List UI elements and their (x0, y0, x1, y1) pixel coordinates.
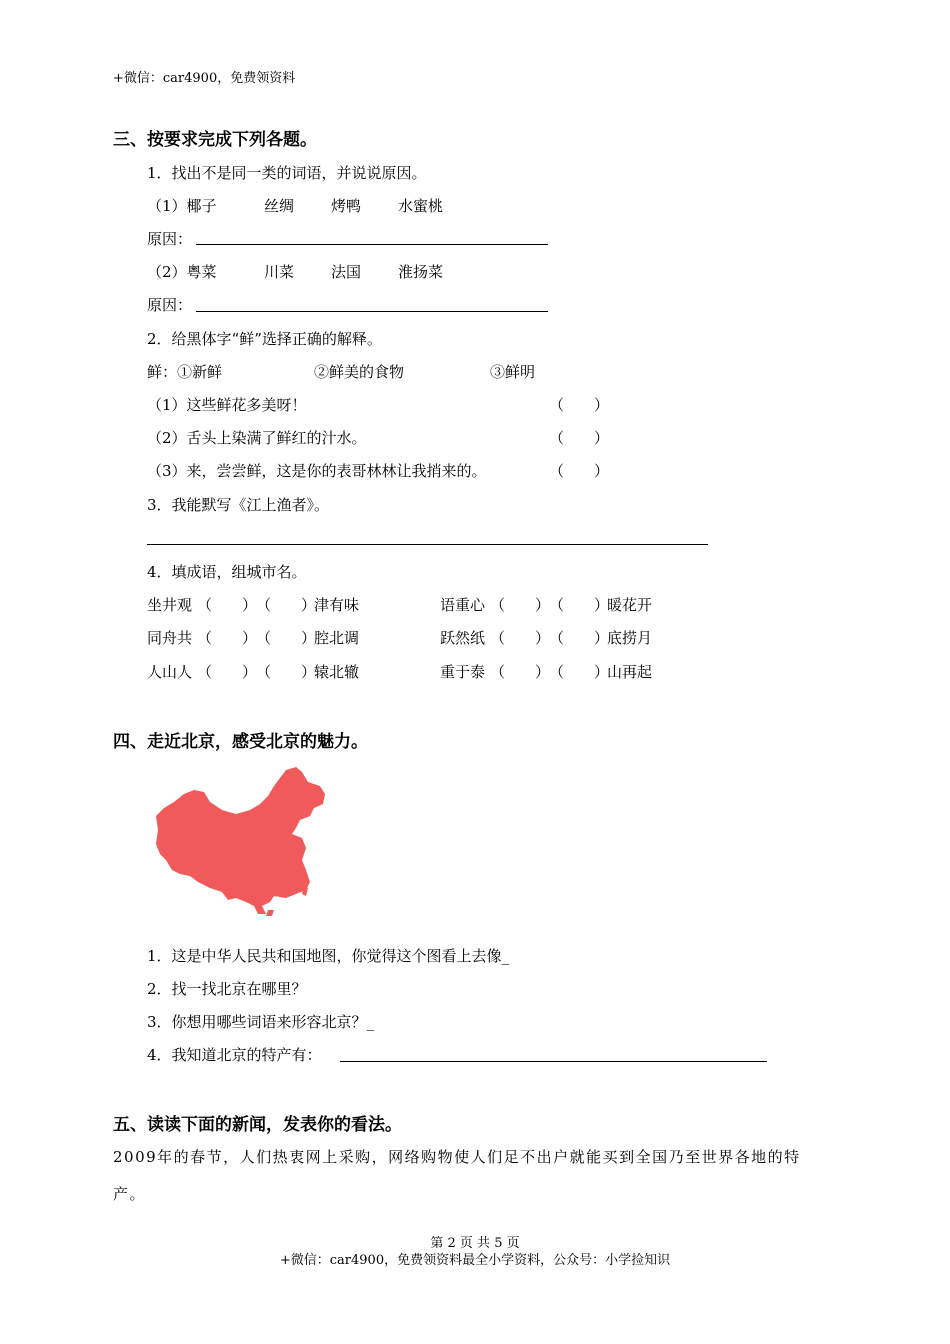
q1-title: 1．找出不是同一类的词语，并说说原因。 (147, 164, 427, 182)
q1-group2-word3: 法国 (331, 263, 362, 281)
q1-group2-word4: 淮扬菜 (398, 263, 444, 281)
q1-group2-label: （2）粤菜 (147, 263, 217, 281)
section4-q4: 4．我知道北京的特产有： (147, 1046, 322, 1064)
q4-title: 4．填成语，组城市名。 (147, 563, 307, 581)
q1-group1-word4: 水蜜桃 (398, 197, 444, 215)
q4-row1-right-prefix: 语重心 (440, 596, 486, 614)
q4-row3-right-prefix: 重于泰 (440, 663, 486, 681)
q1-group1-word2: 丝绸 (264, 197, 295, 215)
q4-row2-blank1[interactable]: （ ） (197, 629, 258, 647)
q1-reason1-label: 原因： (147, 230, 193, 248)
q4-row1-left-suffix: 津有味 (314, 596, 360, 614)
q1-group2-word2: 川菜 (264, 263, 295, 281)
q1-reason2-line[interactable] (196, 311, 548, 312)
q4-row2-blank2[interactable]: （ ） (256, 629, 317, 647)
section4-q4-answer-line[interactable] (340, 1061, 767, 1062)
q2-answer2-blank[interactable]: （ ） (549, 429, 610, 447)
q3-title: 3．我能默写《江上渔者》。 (147, 496, 330, 514)
q4-row3-left-prefix: 人山人 (147, 663, 193, 681)
section5-paragraph-line2: 产。 (113, 1185, 147, 1203)
q4-row2-blank4[interactable]: （ ） (549, 629, 610, 647)
q2-option3: ③鲜明 (490, 363, 536, 381)
q4-row3-blank2[interactable]: （ ） (256, 663, 317, 681)
q4-row1-left-prefix: 坐井观 (147, 596, 193, 614)
q4-row2-left-prefix: 同舟共 (147, 629, 193, 647)
q4-row3-blank3[interactable]: （ ） (490, 663, 551, 681)
q4-row3-left-suffix: 辕北辙 (314, 663, 360, 681)
q2-title: 2．给黑体字“鲜”选择正确的解释。 (147, 330, 382, 348)
q2-sentence3: （3）来，尝尝鲜，这是你的表哥林林让我捎来的。 (147, 462, 487, 480)
q4-row3-blank4[interactable]: （ ） (549, 663, 610, 681)
q4-row3-right-suffix: 山再起 (607, 663, 653, 681)
q2-sentence2: （2）舌头上染满了鲜红的汁水。 (147, 429, 367, 447)
q1-group1-label: （1）椰子 (147, 197, 217, 215)
china-map-image (150, 764, 330, 916)
q3-answer-line[interactable] (147, 544, 708, 545)
q2-sentence1: （1）这些鲜花多美呀！ (147, 396, 307, 414)
section4-title: 四、走近北京，感受北京的魅力。 (113, 732, 368, 752)
footer-note: +微信：car4900，免费领资料最全小学资料，公众号：小学捡知识 (279, 1253, 671, 1268)
page-number: 第 2 页 共 5 页 (430, 1236, 520, 1251)
q4-row1-blank4[interactable]: （ ） (549, 596, 610, 614)
q2-option2: ②鲜美的食物 (314, 363, 405, 381)
section5-title: 五、读读下面的新闻，发表你的看法。 (113, 1115, 402, 1135)
q1-group1-word3: 烤鸭 (331, 197, 362, 215)
q4-row2-left-suffix: 腔北调 (314, 629, 360, 647)
section3-title: 三、按要求完成下列各题。 (113, 130, 317, 150)
q4-row1-blank3[interactable]: （ ） (490, 596, 551, 614)
section4-q2: 2．找一找北京在哪里？ (147, 980, 307, 998)
q2-option1: 鲜：①新鲜 (147, 363, 223, 381)
q4-row2-right-suffix: 底捞月 (607, 629, 653, 647)
q1-reason1-line[interactable] (196, 244, 548, 245)
q2-answer1-blank[interactable]: （ ） (549, 396, 610, 414)
q4-row2-blank3[interactable]: （ ） (490, 629, 551, 647)
q4-row3-blank1[interactable]: （ ） (197, 663, 258, 681)
section4-q1: 1．这是中华人民共和国地图，你觉得这个图看上去像_ (147, 947, 510, 965)
q2-answer3-blank[interactable]: （ ） (549, 462, 610, 480)
q4-row1-blank2[interactable]: （ ） (256, 596, 317, 614)
q4-row1-right-suffix: 暖花开 (607, 596, 653, 614)
section4-q3: 3．你想用哪些词语来形容北京？_ (147, 1013, 375, 1031)
q4-row1-blank1[interactable]: （ ） (197, 596, 258, 614)
q4-row2-right-prefix: 跃然纸 (440, 629, 486, 647)
section5-paragraph-line1: 2009年的春节，人们热衷网上采购，网络购物使人们足不出户就能买到全国乃至世界各地的特 (113, 1148, 801, 1166)
q1-reason2-label: 原因： (147, 296, 193, 314)
header-note: +微信：car4900，免费领资料 (113, 71, 296, 86)
